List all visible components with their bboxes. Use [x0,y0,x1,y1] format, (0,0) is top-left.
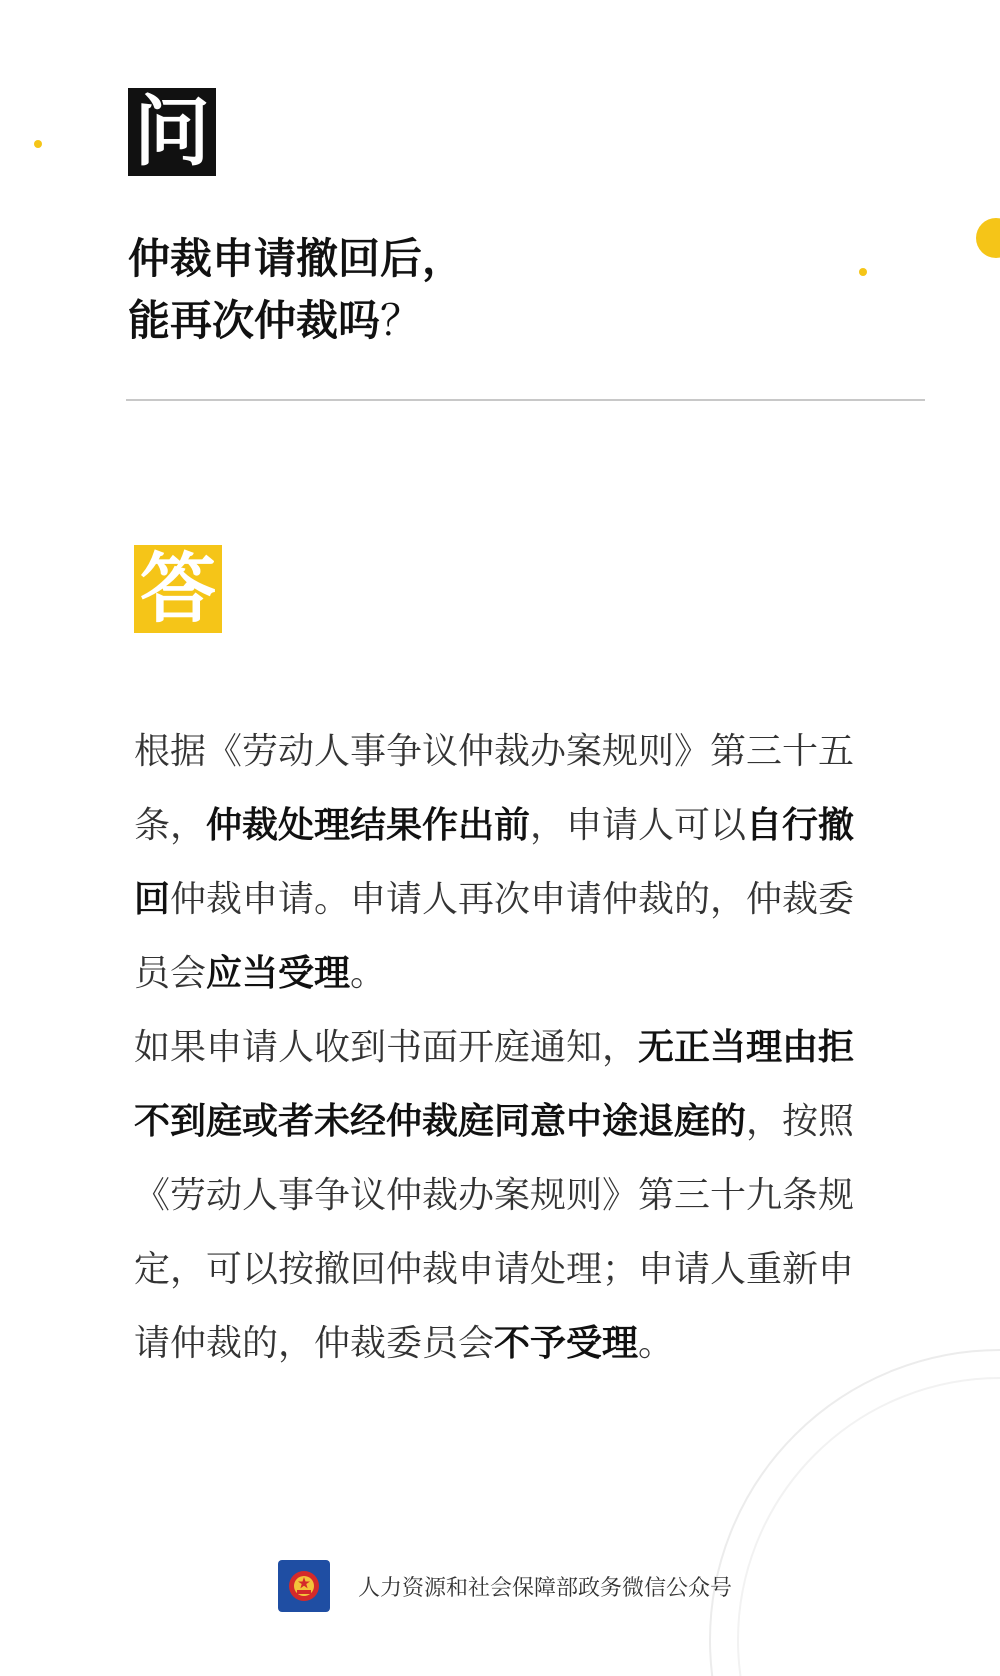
answer-text: 根据《劳动人事争议仲裁办案规则》第三十五条， [134,731,855,846]
answer-emphasis: 应当受理 [206,953,351,994]
footer-source [278,1560,732,1612]
decorative-dot [34,140,42,148]
answer-text: 。 [350,953,387,994]
answer-paragraph-1 [134,715,874,1011]
answer-paragraph-2 [134,1011,874,1381]
answer-emphasis: 仲裁处理结果作出前 [206,805,531,846]
answer-emphasis: 不予受理 [494,1323,639,1364]
question-line-2-text: 能再次仲裁吗 [128,296,381,345]
decorative-half-circle [976,218,1000,258]
answer-marker: 答 [134,545,222,633]
national-emblem-icon [278,1560,330,1612]
footer-source-text: 人力资源和社会保障部政务微信公众号 [358,1575,733,1601]
question-line-2 [128,290,848,352]
answer-text: 如果申请人收到书面开庭通知， [134,1027,639,1068]
question-line-1: 仲裁申请撤回后， [128,234,465,283]
answer-emphasis: 自行撤回 [134,805,855,920]
question-mark: ？ [380,296,423,345]
decorative-dot [859,268,867,276]
answer-text: 。 [638,1323,675,1364]
question-marker: 问 [128,88,216,176]
answer-text: ，申请人可以 [530,805,747,846]
answer-text: ，按照《劳动人事争议仲裁办案规则》第三十九条规定，可以按撤回仲裁申请处理；申请人重新申请仲裁的，仲裁委员会 [134,1101,855,1364]
answer-body [134,715,874,1381]
answer-text: 仲裁申请。申请人再次申请仲裁的，仲裁委员会 [134,879,855,994]
answer-emphasis: 无正当理由拒不到庭或者未经仲裁庭同意中途退庭的 [134,1027,855,1142]
question-title [128,228,848,352]
section-divider [126,399,925,401]
